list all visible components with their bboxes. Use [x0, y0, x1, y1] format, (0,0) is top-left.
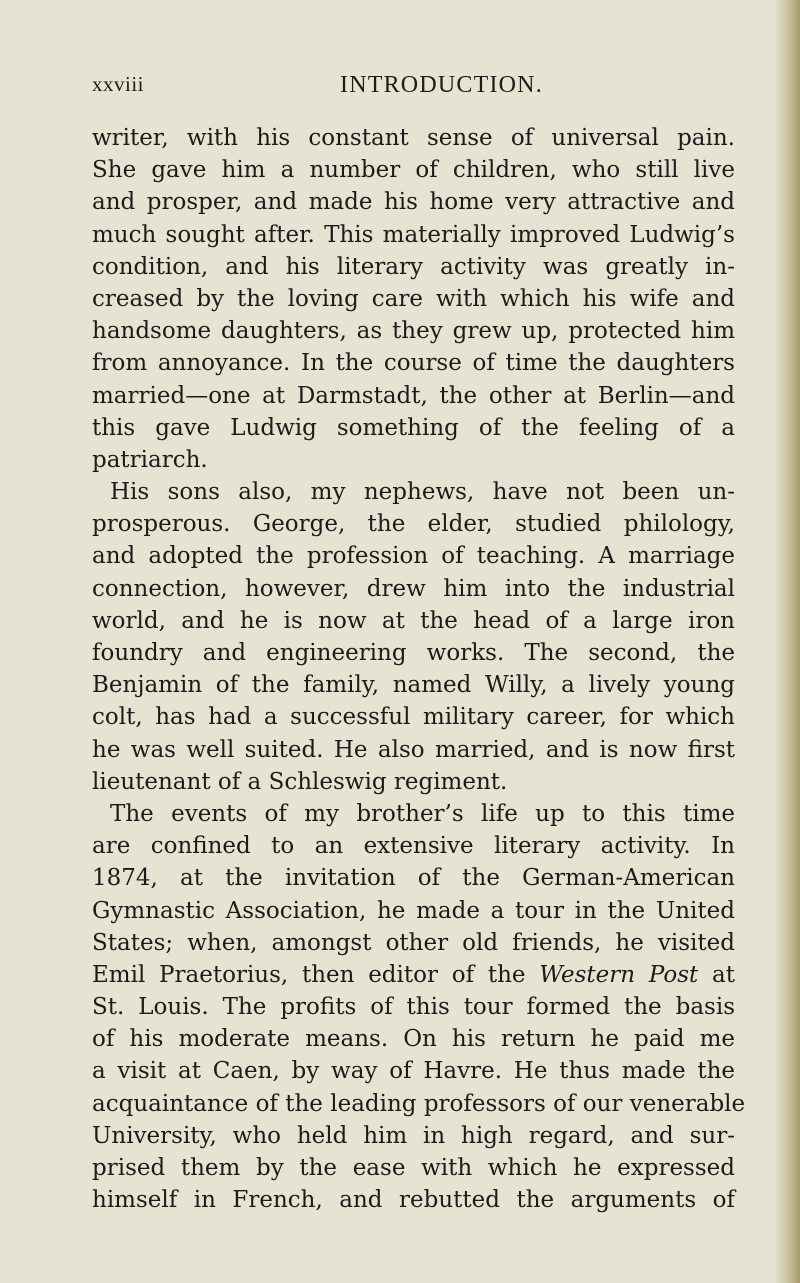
text-line: condition, and his literary activity was greatly in-: [92, 253, 735, 280]
paragraph-end-line: patriarch.: [92, 446, 208, 473]
text-line: married—one at Darmstadt, the other at Berlin—and: [92, 382, 735, 409]
text-line: creased by the loving care with which his wife and: [92, 285, 735, 312]
text-line: prised them by the ease with which he expressed: [92, 1155, 735, 1181]
text-line: are confined to an extensive literary activity. In: [92, 833, 735, 860]
text-line: colt, has had a successful military career, for which: [92, 704, 735, 731]
text-line: St. Louis. The profits of this tour formed the basis: [92, 994, 735, 1021]
text-line: University, who held him in high regard, and sur-: [92, 1122, 735, 1149]
text-line: handsome daughters, as they grew up, protected him: [92, 318, 735, 345]
text-line: Benjamin of the family, named Willy, a lively young: [92, 672, 735, 699]
running-title: INTRODUCTION.: [340, 72, 543, 98]
text-line: and prosper, and made his home very attractive and: [92, 189, 735, 216]
text-line: this gave Ludwig something of the feeling of a: [92, 414, 735, 441]
text-line: connection, however, drew him into the industrial: [92, 575, 735, 602]
text-line: of his moderate means. On his return he paid me: [92, 1026, 735, 1053]
text-line: States; when, amongst other old friends, he visited: [92, 929, 735, 956]
text-line: much sought after. This materially improved Ludwig’s: [92, 221, 735, 248]
page-edge-shadow: [774, 0, 800, 1283]
text-line: world, and he is now at the head of a large iron: [92, 607, 735, 634]
text-line: he was well suited. He also married, and is now first: [92, 736, 735, 763]
paragraph-start-line: His sons also, my nephews, have not been un-: [110, 479, 735, 506]
text-line: Gymnastic Association, he made a tour in the United: [92, 897, 735, 924]
paragraph-start-line: The events of my brother’s life up to this time: [110, 800, 735, 827]
text-segment: at: [712, 961, 735, 988]
text-line: 1874, at the invitation of the German-American: [92, 865, 735, 892]
paragraph-end-line: lieutenant of a Schleswig regiment.: [92, 768, 508, 795]
text-line-with-italic: [92, 959, 735, 991]
running-head: [92, 72, 732, 106]
text-line: a visit at Caen, by way of Havre. He thus made the: [92, 1058, 735, 1085]
text-line: writer, with his constant sense of universal pain.: [92, 125, 735, 151]
newspaper-title: Western Post: [539, 961, 699, 988]
text-line: acquaintance of the leading professors of our venerable: [92, 1090, 746, 1117]
text-line: prosperous. George, the elder, studied philology,: [92, 511, 735, 538]
text-line: She gave him a number of children, who still live: [92, 157, 735, 184]
text-segment: Emil Praetorius, then editor of the: [92, 961, 526, 988]
text-line: himself in French, and rebutted the arguments of: [92, 1187, 735, 1214]
text-line: and adopted the profession of teaching. A marriage: [92, 543, 735, 570]
text-line: foundry and engineering works. The second, the: [92, 640, 735, 666]
text-line: from annoyance. In the course of time the daughters: [92, 350, 735, 377]
body-text: [92, 122, 746, 1216]
page-number: xxviii: [92, 72, 145, 96]
